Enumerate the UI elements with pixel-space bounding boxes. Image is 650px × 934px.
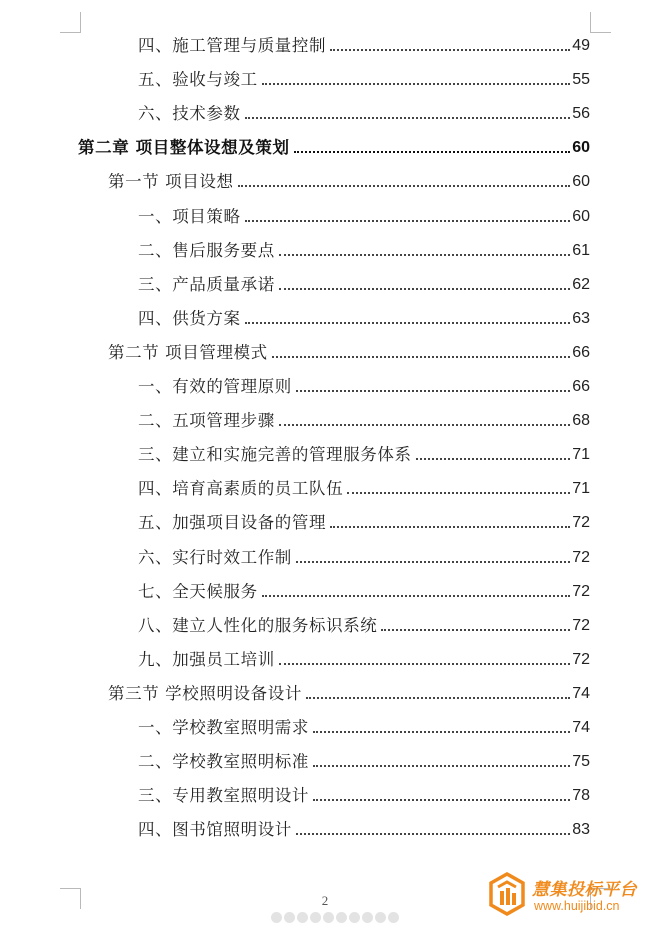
toc-page-number: 49 — [572, 37, 590, 54]
toc-item-entry[interactable] — [138, 273, 590, 297]
brand-name: 慧集投标平台 — [532, 880, 637, 900]
toc-item-entry[interactable] — [138, 409, 590, 433]
toc-item-entry[interactable] — [138, 648, 590, 672]
toc-dot-leader — [416, 458, 571, 460]
toc-item-entry[interactable] — [138, 239, 590, 263]
toc-entry-title: 第二节 项目管理模式 — [108, 342, 268, 362]
toc-page-number: 68 — [572, 412, 590, 430]
toc-entry-title: 第三节 学校照明设备设计 — [108, 683, 302, 703]
toc-entry-title: 四、施工管理与质量控制 — [138, 36, 327, 55]
toc-dot-leader — [313, 765, 570, 767]
toc-entry-title: 一、有效的管理原则 — [138, 377, 292, 396]
toc-page-number: 74 — [572, 719, 590, 736]
toc-entry-title: 六、实行时效工作制 — [138, 547, 292, 567]
toc-item-entry[interactable] — [138, 614, 590, 638]
toc-item-entry[interactable] — [138, 716, 590, 740]
toc-entry-title: 一、学校教室照明需求 — [138, 718, 309, 737]
toc-dot-leader — [262, 595, 571, 597]
toc-page-number: 60 — [572, 139, 590, 157]
toc-page-number: 63 — [572, 309, 590, 327]
page-indicator-dots[interactable] — [271, 912, 399, 923]
toc-page-number: 66 — [572, 343, 590, 361]
toc-dot-leader — [279, 288, 570, 290]
toc-dot-leader — [381, 629, 570, 631]
toc-page-number: 56 — [572, 105, 590, 123]
toc-item-entry[interactable] — [138, 34, 590, 58]
toc-entry-title: 九、加强员工培训 — [138, 649, 275, 669]
toc-entry-title: 四、供货方案 — [138, 308, 241, 328]
toc-dot-leader — [279, 663, 570, 665]
toc-entry-title: 八、建立人性化的服务标识系统 — [138, 615, 378, 635]
toc-entry-title: 第二章 项目整体设想及策划 — [78, 138, 290, 158]
toc-entry-title: 一、项目策略 — [138, 206, 241, 226]
toc-item-entry[interactable] — [138, 68, 590, 92]
toc-page-number: 66 — [572, 378, 590, 395]
toc-section-entry[interactable] — [108, 170, 590, 194]
toc-item-entry[interactable] — [138, 546, 590, 570]
toc-item-entry[interactable] — [138, 580, 590, 604]
toc-entry-title: 二、售后服务要点 — [138, 240, 275, 260]
toc-dot-leader — [296, 561, 570, 563]
toc-page-number: 60 — [572, 207, 590, 225]
toc-entry-title: 五、加强项目设备的管理 — [138, 513, 327, 533]
toc-page-number: 78 — [572, 787, 590, 805]
toc-item-entry[interactable] — [138, 511, 590, 535]
toc-dot-leader — [306, 697, 570, 699]
toc-dot-leader — [238, 185, 571, 187]
toc-page-number: 71 — [572, 446, 590, 464]
toc-section-entry[interactable] — [108, 682, 590, 706]
toc-page-number: 72 — [572, 650, 590, 668]
toc-entry-title: 三、专用教室照明设计 — [138, 786, 309, 806]
toc-item-entry[interactable] — [138, 477, 590, 501]
toc-dot-leader — [245, 117, 571, 119]
toc-dot-leader — [262, 83, 571, 85]
toc-page-number: 72 — [572, 514, 590, 532]
toc-item-entry[interactable] — [138, 102, 590, 126]
toc-item-entry[interactable] — [138, 750, 590, 774]
toc-page-number: 83 — [572, 821, 590, 839]
toc-entry-title: 四、图书馆照明设计 — [138, 820, 292, 840]
toc-dot-leader — [313, 799, 570, 801]
toc-entry-title: 二、学校教室照明标准 — [138, 752, 309, 772]
toc-dot-leader — [294, 151, 571, 153]
brand-logo-icon — [488, 872, 526, 916]
toc-dot-leader — [279, 254, 570, 256]
toc-page-number: 60 — [572, 173, 590, 191]
toc-entry-title: 六、技术参数 — [138, 104, 241, 124]
crop-mark-top-right — [590, 12, 611, 33]
toc-entry-title: 三、产品质量承诺 — [138, 274, 275, 294]
crop-mark-top-left — [60, 12, 81, 33]
toc-item-entry[interactable] — [138, 443, 590, 467]
toc-page-number: 74 — [572, 684, 590, 702]
toc-entry-title: 五、验收与竣工 — [138, 70, 258, 90]
toc-entry-title: 七、全天候服务 — [138, 581, 258, 601]
toc-dot-leader — [245, 322, 571, 324]
toc-dot-leader — [296, 833, 570, 835]
toc-chapter-entry[interactable] — [78, 136, 590, 160]
brand-url: www.huijibid.cn — [534, 899, 620, 913]
toc-page-number: 61 — [572, 241, 590, 259]
toc-dot-leader — [330, 49, 570, 51]
toc-page-number: 75 — [572, 753, 590, 771]
toc-entry-title: 三、建立和实施完善的管理服务体系 — [138, 445, 412, 465]
toc-dot-leader — [272, 356, 570, 358]
toc-item-entry[interactable] — [138, 784, 590, 808]
toc-page-number: 72 — [572, 582, 590, 600]
toc-dot-leader — [296, 390, 570, 392]
toc-item-entry[interactable] — [138, 205, 590, 229]
toc-dot-leader — [245, 220, 571, 222]
toc-item-entry[interactable] — [138, 375, 590, 399]
toc-section-entry[interactable] — [108, 341, 590, 365]
page-number: 2 — [321, 893, 329, 908]
toc-entry-title: 第一节 项目设想 — [108, 172, 234, 192]
toc-item-entry[interactable] — [138, 818, 590, 842]
toc-page-number: 72 — [572, 548, 590, 566]
toc-dot-leader — [279, 424, 570, 426]
toc-entry-title: 四、培育高素质的员工队伍 — [138, 479, 344, 499]
toc-dot-leader — [313, 731, 570, 733]
toc-dot-leader — [330, 526, 570, 528]
toc-item-entry[interactable] — [138, 307, 590, 331]
toc-dot-leader — [347, 492, 570, 494]
toc-page-number: 62 — [572, 275, 590, 293]
watermark-brand — [488, 872, 648, 920]
toc-entry-title: 二、五项管理步骤 — [138, 411, 275, 431]
toc-page-number: 55 — [572, 71, 590, 89]
toc-page-number: 72 — [572, 616, 590, 634]
toc-page-number: 71 — [572, 480, 590, 498]
